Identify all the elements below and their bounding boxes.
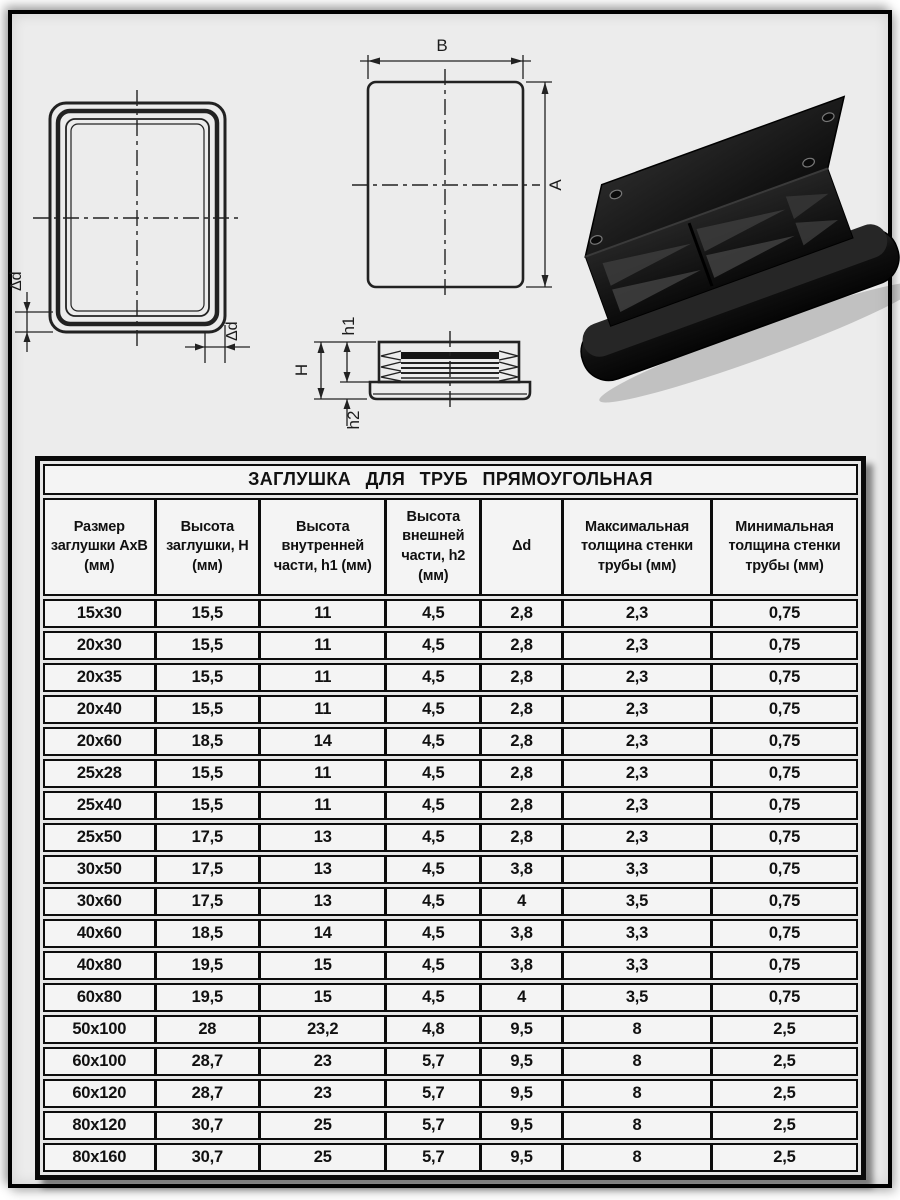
spec-value-cell: 8: [561, 1113, 710, 1138]
spec-value-cell: 28,7: [154, 1049, 259, 1074]
spec-value-cell: 4,5: [384, 921, 479, 946]
spec-value-cell: 2,3: [561, 697, 710, 722]
spec-value-cell: 5,7: [384, 1049, 479, 1074]
spec-value-cell: 2,3: [561, 665, 710, 690]
spec-value-cell: 15,5: [154, 633, 259, 658]
col-header-max-wall: Максимальная толщина стенки трубы (мм): [561, 500, 710, 594]
spec-value-cell: 4,5: [384, 857, 479, 882]
plug-size-cell: 80x160: [45, 1145, 154, 1170]
spec-value-cell: 11: [258, 665, 384, 690]
spec-value-cell: 3,5: [561, 985, 710, 1010]
col-header-height-h: Высота заглушки, Н (мм): [154, 500, 259, 594]
spec-value-cell: 0,75: [710, 825, 856, 850]
dim-label-b: B: [436, 36, 448, 55]
table-row: [43, 983, 858, 1012]
side-view-drawing: [280, 300, 540, 435]
plug-size-cell: 25x50: [45, 825, 154, 850]
plug-size-cell: 25x40: [45, 793, 154, 818]
plug-size-cell: 50x100: [45, 1017, 154, 1042]
spec-value-cell: 17,5: [154, 825, 259, 850]
spec-value-cell: 15: [258, 953, 384, 978]
spec-value-cell: 8: [561, 1017, 710, 1042]
dim-label-h2: h2: [344, 410, 363, 430]
spec-value-cell: 2,8: [479, 633, 561, 658]
spec-value-cell: 25: [258, 1145, 384, 1170]
spec-value-cell: 2,5: [710, 1113, 856, 1138]
col-header-inner-h1: Высота внутренней части, h1 (мм): [258, 500, 384, 594]
table-row: [43, 1015, 858, 1044]
table-row: [43, 855, 858, 884]
spec-value-cell: 8: [561, 1145, 710, 1170]
spec-value-cell: 9,5: [479, 1113, 561, 1138]
spec-value-cell: 3,5: [561, 889, 710, 914]
table-header-row: [43, 498, 858, 596]
table-row: [43, 1079, 858, 1108]
col-header-dd: Δd: [479, 500, 561, 594]
spec-value-cell: 9,5: [479, 1145, 561, 1170]
spec-value-cell: 0,75: [710, 793, 856, 818]
spec-value-cell: 4,5: [384, 633, 479, 658]
spec-value-cell: 4,5: [384, 793, 479, 818]
spec-value-cell: 0,75: [710, 665, 856, 690]
front-view-drawing: [8, 85, 265, 375]
spec-value-cell: 18,5: [154, 921, 259, 946]
spec-value-cell: 3,3: [561, 921, 710, 946]
spec-value-cell: 2,3: [561, 793, 710, 818]
table-row: [43, 887, 858, 916]
spec-value-cell: 4,5: [384, 601, 479, 626]
spec-value-cell: 2,8: [479, 825, 561, 850]
table-row: [43, 727, 858, 756]
spec-value-cell: 4,5: [384, 729, 479, 754]
plug-size-cell: 20x35: [45, 665, 154, 690]
table-body: [43, 599, 858, 1172]
spec-value-cell: 4,5: [384, 985, 479, 1010]
spec-value-cell: 28,7: [154, 1081, 259, 1106]
spec-value-cell: 0,75: [710, 985, 856, 1010]
spec-value-cell: 0,75: [710, 697, 856, 722]
top-view-drawing: [330, 35, 580, 300]
spec-value-cell: 4,5: [384, 761, 479, 786]
spec-value-cell: 2,8: [479, 729, 561, 754]
spec-value-cell: 9,5: [479, 1081, 561, 1106]
plug-size-cell: 40x60: [45, 921, 154, 946]
table-row: [43, 663, 858, 692]
spec-value-cell: 0,75: [710, 953, 856, 978]
table-row: [43, 791, 858, 820]
col-header-size: Размер заглушки АхВ (мм): [45, 500, 154, 594]
spec-value-cell: 19,5: [154, 953, 259, 978]
dim-label-dd-left: Δd: [8, 271, 25, 291]
spec-value-cell: 13: [258, 857, 384, 882]
spec-value-cell: 0,75: [710, 857, 856, 882]
spec-value-cell: 3,8: [479, 953, 561, 978]
spec-value-cell: 2,8: [479, 697, 561, 722]
dim-label-dd-right: Δd: [224, 321, 241, 341]
spec-value-cell: 2,8: [479, 665, 561, 690]
dim-label-a: A: [546, 179, 565, 191]
spec-value-cell: 30,7: [154, 1113, 259, 1138]
table-row: [43, 919, 858, 948]
spec-value-cell: 5,7: [384, 1081, 479, 1106]
spec-value-cell: 15,5: [154, 761, 259, 786]
spec-value-cell: 30,7: [154, 1145, 259, 1170]
plug-3d-shape: [528, 94, 900, 416]
spec-value-cell: 23,2: [258, 1017, 384, 1042]
spec-value-cell: 15: [258, 985, 384, 1010]
spec-value-cell: 13: [258, 825, 384, 850]
spec-value-cell: 11: [258, 601, 384, 626]
spec-value-cell: 2,3: [561, 633, 710, 658]
spec-value-cell: 2,8: [479, 793, 561, 818]
plug-size-cell: 15x30: [45, 601, 154, 626]
spec-value-cell: 2,5: [710, 1081, 856, 1106]
spec-value-cell: 2,3: [561, 601, 710, 626]
table-row: [43, 759, 858, 788]
spec-value-cell: 3,3: [561, 953, 710, 978]
spec-value-cell: 2,5: [710, 1017, 856, 1042]
plug-size-cell: 30x50: [45, 857, 154, 882]
spec-value-cell: 0,75: [710, 601, 856, 626]
spec-value-cell: 11: [258, 697, 384, 722]
spec-value-cell: 18,5: [154, 729, 259, 754]
table-row: [43, 599, 858, 628]
spec-value-cell: 5,7: [384, 1145, 479, 1170]
spec-value-cell: 14: [258, 921, 384, 946]
spec-value-cell: 23: [258, 1049, 384, 1074]
plug-size-cell: 60x120: [45, 1081, 154, 1106]
table-row: [43, 695, 858, 724]
spec-value-cell: 4,5: [384, 953, 479, 978]
spec-value-cell: 15,5: [154, 665, 259, 690]
spec-value-cell: 8: [561, 1049, 710, 1074]
spec-value-cell: 3,8: [479, 921, 561, 946]
spec-value-cell: 0,75: [710, 633, 856, 658]
spec-value-cell: 11: [258, 793, 384, 818]
product-photo: [548, 118, 896, 383]
spec-value-cell: 4: [479, 889, 561, 914]
spec-value-cell: 4,5: [384, 697, 479, 722]
table-row: [43, 1047, 858, 1076]
spec-value-cell: 4,5: [384, 889, 479, 914]
spec-table: [35, 456, 866, 1180]
table-row: [43, 823, 858, 852]
spec-value-cell: 2,3: [561, 761, 710, 786]
col-header-min-wall: Минимальная толщина стенки трубы (мм): [710, 500, 856, 594]
spec-value-cell: 11: [258, 633, 384, 658]
spec-value-cell: 9,5: [479, 1049, 561, 1074]
spec-value-cell: 13: [258, 889, 384, 914]
plug-size-cell: 40x80: [45, 953, 154, 978]
spec-value-cell: 15,5: [154, 697, 259, 722]
spec-value-cell: 15,5: [154, 601, 259, 626]
spec-value-cell: 2,3: [561, 729, 710, 754]
spec-value-cell: 3,8: [479, 857, 561, 882]
spec-value-cell: 17,5: [154, 889, 259, 914]
plug-size-cell: 20x40: [45, 697, 154, 722]
spec-value-cell: 19,5: [154, 985, 259, 1010]
spec-value-cell: 0,75: [710, 761, 856, 786]
spec-value-cell: 2,8: [479, 601, 561, 626]
plug-size-cell: 60x100: [45, 1049, 154, 1074]
spec-value-cell: 15,5: [154, 793, 259, 818]
spec-value-cell: 4,5: [384, 825, 479, 850]
spec-value-cell: 0,75: [710, 729, 856, 754]
spec-value-cell: 28: [154, 1017, 259, 1042]
spec-value-cell: 2,5: [710, 1049, 856, 1074]
spec-value-cell: 3,3: [561, 857, 710, 882]
spec-value-cell: 2,3: [561, 825, 710, 850]
dim-label-h: H: [292, 363, 311, 377]
table-row: [43, 631, 858, 660]
spec-value-cell: 23: [258, 1081, 384, 1106]
table-row: [43, 1143, 858, 1172]
spec-value-cell: 2,8: [479, 761, 561, 786]
plug-size-cell: 20x30: [45, 633, 154, 658]
table-title: ЗАГЛУШКА ДЛЯ ТРУБ ПРЯМОУГОЛЬНАЯ: [43, 464, 858, 495]
spec-value-cell: 17,5: [154, 857, 259, 882]
spec-value-cell: 9,5: [479, 1017, 561, 1042]
spec-value-cell: 5,7: [384, 1113, 479, 1138]
col-header-outer-h2: Высота внешней части, h2 (мм): [384, 500, 479, 594]
spec-value-cell: 4,5: [384, 665, 479, 690]
spec-value-cell: 8: [561, 1081, 710, 1106]
spec-value-cell: 2,5: [710, 1145, 856, 1170]
plug-size-cell: 80x120: [45, 1113, 154, 1138]
spec-value-cell: 0,75: [710, 921, 856, 946]
dim-label-h1: h1: [339, 316, 358, 336]
plug-size-cell: 60x80: [45, 985, 154, 1010]
spec-value-cell: 14: [258, 729, 384, 754]
plug-size-cell: 25x28: [45, 761, 154, 786]
table-row: [43, 951, 858, 980]
spec-value-cell: 4,8: [384, 1017, 479, 1042]
plug-size-cell: 30x60: [45, 889, 154, 914]
spec-value-cell: 11: [258, 761, 384, 786]
spec-value-cell: 25: [258, 1113, 384, 1138]
table-row: [43, 1111, 858, 1140]
spec-value-cell: 0,75: [710, 889, 856, 914]
plug-size-cell: 20x60: [45, 729, 154, 754]
spec-value-cell: 4: [479, 985, 561, 1010]
